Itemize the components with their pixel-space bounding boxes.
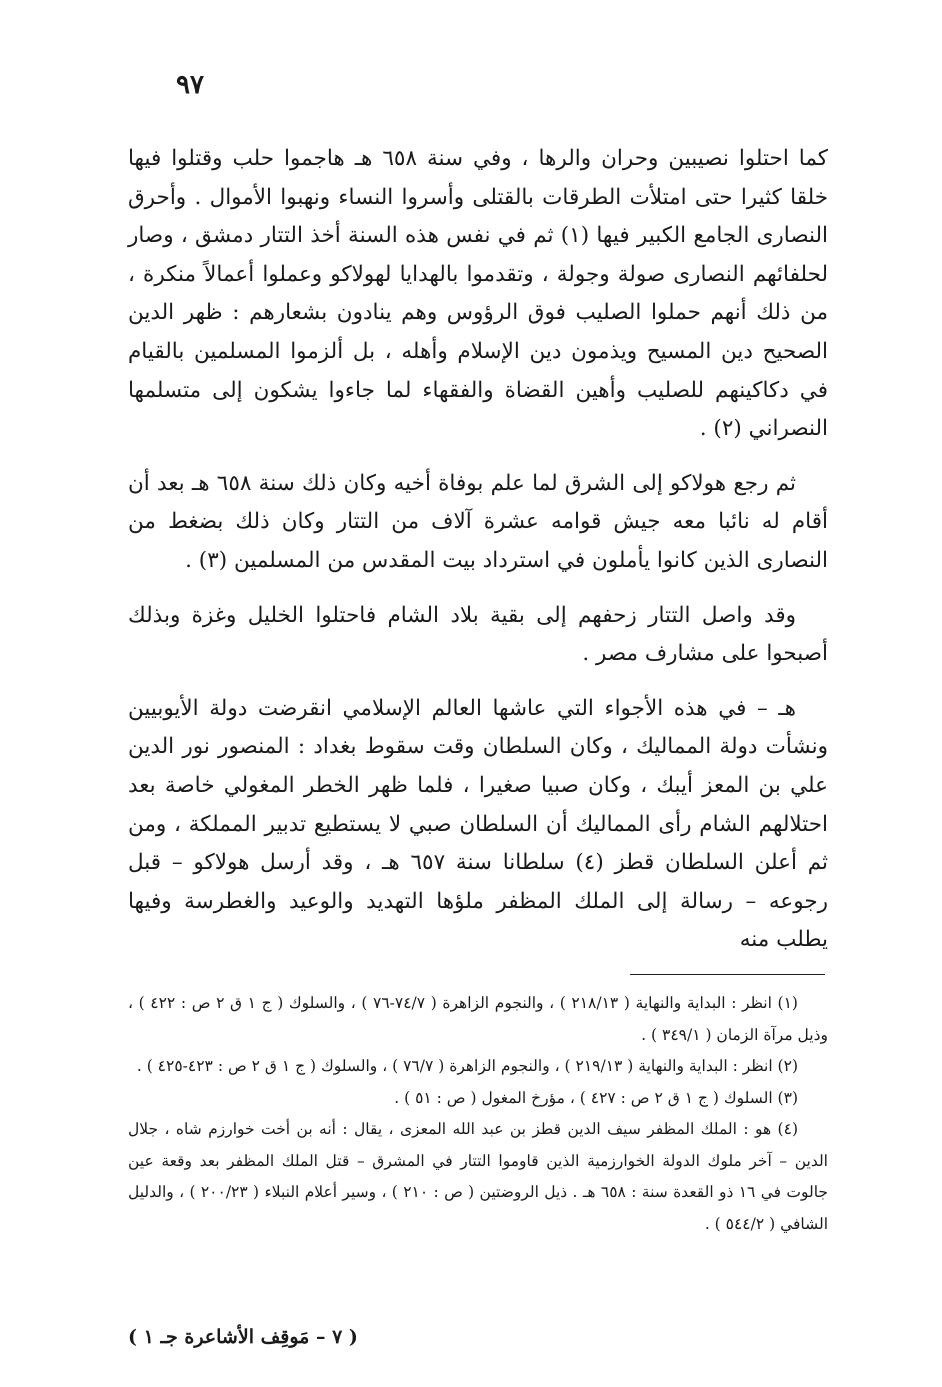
paragraph: كما احتلوا نصيبين وحران والرها ، وفي سنة ٦٥٨ هـ هاجموا حلب وقتلوا فيها خلقا كثيرا حتى امتلأت الطرقات بالقتلى وأسروا النساء ونهبوا الأموال . وأحرق النصارى الجامع الكبير فيها (١) ثم في نفس هذه السنة أخذ التتار دمشق ، وصار لحلفائهم النصارى صولة وجولة ، وتقدموا بالهدايا لهولاكو وعملوا أعمالاً منكرة ، من ذلك أنهم حملوا الصليب فوق الرؤوس وهم ينادون بشعارهم : ظهر الدين الصحيح دين المسيح ويذمون دين الإسلام وأهله ، بل ألزموا المسلمين بالقيام في دكاكينهم للصليب وأهين القضاة والفقهاء لما جاءوا يشكون إلى متسلمها النصراني (٢) . xyxy=(128,146,828,442)
page-number: ٩٧ xyxy=(176,70,204,100)
main-text xyxy=(128,140,828,976)
paragraph: هـ – في هذه الأجواء التي عاشها العالم الإسلامي انقرضت دولة الأيوبيين ونشأت دولة المماليك ، وكان السلطان وقت سقوط بغداد : المنصور نور الدين علي بن المعز أيبك ، وكان صبيا صغيرا ، فلما ظهر الخطر المغولي خاصة بعد احتلالهم الشام رأى المماليك أن السلطان صبي لا يستطيع تدبير المملكة ، ومن ثم أعلن السلطان قطز (٤) سلطانا سنة ٦٥٧ هـ ، وقد أرسل هولاكو – قبل رجوعه – رسالة إلى الملك المظفر ملؤها التهديد والوعيد والغطرسة وفيها يطلب منه xyxy=(128,695,828,953)
paragraph: وقد واصل التتار زحفهم إلى بقية بلاد الشام فاحتلوا الخليل وغزة وبذلك أصبحوا على مشارف مصر . xyxy=(128,602,828,667)
running-footer: ( ٧ – مَوقِف الأشاعرة جـ ١ ) xyxy=(128,1326,358,1348)
footnote: (٢) انظر : البداية والنهاية ( ٢١٩/١٣ ) ، والنجوم الزاهرة ( ٧٦/٧ ) ، والسلوك ( ج ١ ق ٢ ص : ٤٢٣-٤٢٥ ) . xyxy=(136,1057,798,1075)
footnotes xyxy=(128,988,828,1240)
footnote: (١) انظر : البداية والنهاية ( ٢١٨/١٣ ) ، والنجوم الزاهرة ( ٧٤/٧-٧٦ ) ، والسلوك ( ج ١ ق ٢ ص : ٤٢٢ ) ، وذيل مرآة الزمان ( ٣٤٩/١ ) . xyxy=(128,994,828,1044)
footnote: (٤) هو : الملك المظفر سيف الدين قطز بن عبد الله المعزى ، يقال : أنه بن أخت خوارزم شاه ، جلال الدين – آخر ملوك الدولة الخوارزمية الذين قاوموا التتار في المشرق – قتل الملك المظفر بعد وقعة عين جالوت في ١٦ ذو القعدة سنة : ٦٥٨ هـ . ذيل الروضتين ( ص : ٢١٠ ) ، وسير أعلام النبلاء ( ٢٠٠/٢٣ ) ، والدليل الشافي ( ٥٤٤/٢ ) . xyxy=(128,1120,829,1233)
paragraph: ثم رجع هولاكو إلى الشرق لما علم بوفاة أخيه وكان ذلك سنة ٦٥٨ هـ بعد أن أقام له نائبا معه جيش قوامه عشرة آلاف من التتار وكان ذلك بضغط من النصارى الذين كانوا يأملون في استرداد بيت المقدس من المسلمين (٣) . xyxy=(128,470,828,573)
footnote: (٣) السلوك ( ج ١ ق ٢ ص : ٤٢٧ ) ، مؤرخ المغول ( ص : ٥١ ) . xyxy=(394,1088,798,1107)
footnote-separator xyxy=(630,974,825,975)
